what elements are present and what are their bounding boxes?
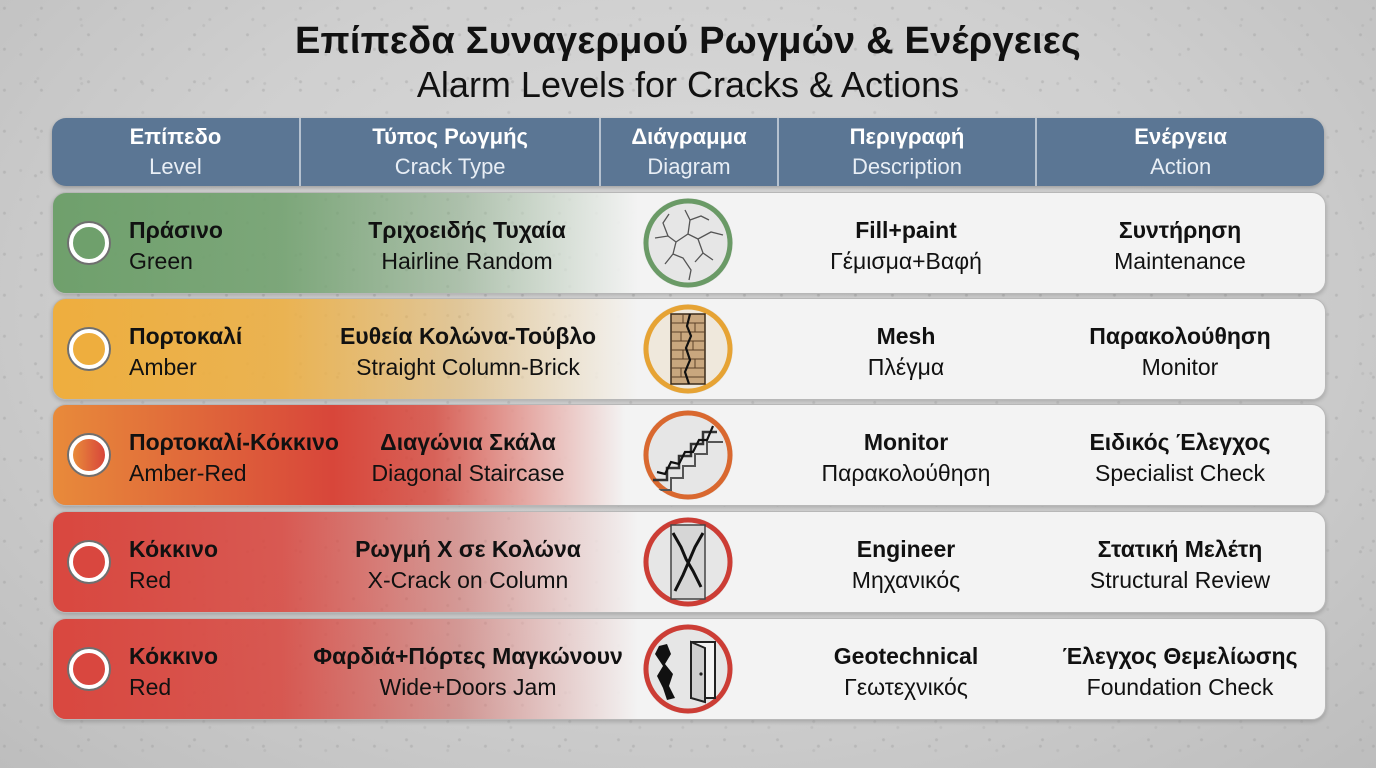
header-crack-type-greek: Τύπος Ρωγμής [372,124,528,149]
crack-type-greek: Ρωγμή Χ σε Κολώνα [355,536,581,562]
x-crack-column-icon [643,517,733,607]
level-cell [129,215,223,277]
header-description [779,118,1038,186]
description-cell [777,215,1035,277]
status-dot [69,649,109,689]
crack-type-greek: Φαρδιά+Πόρτες Μαγκώνουν [313,643,623,669]
level-cell [129,427,339,489]
level-cell [129,321,242,383]
crack-type-greek: Ευθεία Κολώνα-Τούβλο [339,323,597,349]
table-row [52,192,1326,294]
action-primary: Στατική Μελέτη [1097,536,1263,562]
description-primary: Monitor [863,429,949,455]
header-description-english: Description [851,154,962,179]
action-secondary: Structural Review [1089,567,1271,593]
header-level-greek: Επίπεδο [129,124,222,149]
crack-type-english: Diagonal Staircase [371,460,565,486]
action-cell [1035,321,1325,383]
table-row [52,404,1326,506]
header-diagram [601,118,778,186]
header-action-english: Action [1150,154,1212,179]
description-secondary: Μηχανικός [851,567,961,593]
description-secondary: Γέμισμα+Βαφή [830,248,982,274]
description-cell [777,534,1035,596]
level-english: Amber-Red [129,460,247,486]
action-primary: Ειδικός Έλεγχος [1089,429,1271,455]
action-secondary: Monitor [1141,354,1219,380]
description-primary: Engineer [856,536,956,562]
table-row [52,618,1326,720]
level-greek: Πράσινο [129,217,223,243]
crack-type-english: X-Crack on Column [367,567,569,593]
description-primary: Mesh [876,323,936,349]
action-cell [1035,215,1325,277]
description-secondary: Παρακολούθηση [821,460,991,486]
page-title-english: Alarm Levels for Cracks & Actions [416,64,960,105]
level-greek: Πορτοκαλί-Κόκκινο [129,429,339,455]
description-primary: Geotechnical [833,643,979,669]
level-greek: Κόκκινο [129,536,219,562]
header-level-english: Level [149,154,202,179]
brick-column-crack-icon [643,304,733,394]
wide-crack-door-icon [643,624,733,714]
crack-type-english: Straight Column-Brick [356,354,580,380]
hairline-crack-icon [643,198,733,288]
description-primary: Fill+paint [855,217,957,243]
header-crack-type [301,118,602,186]
description-secondary: Γεωτεχνικός [844,674,968,700]
status-dot [69,329,109,369]
description-secondary: Πλέγμα [867,354,945,380]
header-crack-type-english: Crack Type [394,154,506,179]
header-level [52,118,301,186]
page-title-greek: Επίπεδα Συναγερμού Ρωγμών & Ενέργειες [295,20,1081,62]
action-primary: Συντήρηση [1118,217,1242,243]
crack-type-greek: Διαγώνια Σκάλα [380,429,556,455]
action-cell [1035,534,1325,596]
crack-type-cell [353,427,583,489]
action-secondary: Specialist Check [1094,460,1266,486]
status-dot [69,542,109,582]
action-primary: Έλεγχος Θεμελίωσης [1062,643,1298,669]
action-cell [1035,427,1325,489]
level-cell [129,641,218,703]
crack-type-cell [323,534,613,596]
action-primary: Παρακολούθηση [1089,323,1271,349]
table-row [52,511,1326,613]
crack-type-cell [301,215,633,277]
table-row [52,298,1326,400]
action-secondary: Foundation Check [1086,674,1274,700]
crack-type-cell [323,321,613,383]
level-cell [129,534,218,596]
level-english: Amber [129,354,197,380]
level-english: Red [129,567,172,593]
description-cell [777,427,1035,489]
level-english: Red [129,674,172,700]
level-greek: Πορτοκαλί [129,323,243,349]
crack-type-cell [299,641,637,703]
header-action [1037,118,1324,186]
crack-type-english: Hairline Random [381,248,553,274]
header-description-greek: Περιγραφή [849,124,965,149]
description-cell [777,321,1035,383]
crack-type-greek: Τριχοειδής Τυχαία [368,217,566,243]
level-greek: Κόκκινο [129,643,219,669]
level-english: Green [129,248,193,274]
header-diagram-greek: Διάγραμμα [631,124,747,149]
description-cell [777,641,1035,703]
header-diagram-english: Diagram [647,154,731,179]
table-header [52,118,1324,186]
status-dot [69,435,109,475]
status-dot [69,223,109,263]
action-secondary: Maintenance [1114,248,1246,274]
staircase-crack-icon [643,410,733,500]
header-action-greek: Ενέργεια [1134,124,1228,149]
crack-type-english: Wide+Doors Jam [379,674,557,700]
action-cell [1035,641,1325,703]
